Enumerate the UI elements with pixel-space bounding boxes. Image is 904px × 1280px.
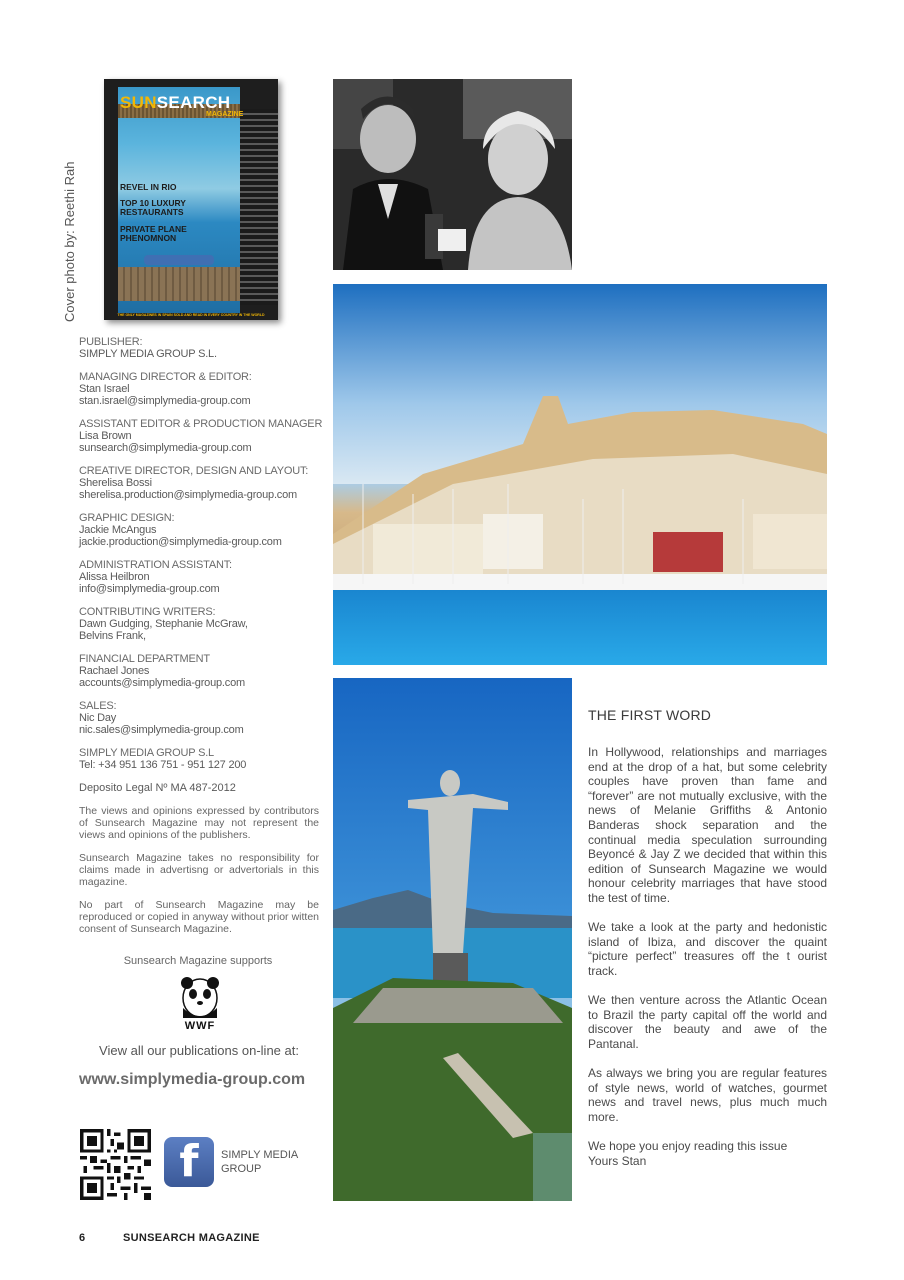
wwf-label: WWF	[184, 1020, 216, 1032]
article-paragraph: We take a look at the party and hedonistic island of Ibiza, and discover the quaint “picture perfect” treasures off the t ourist track.	[588, 920, 827, 978]
credit-detail: Belvins Frank,	[79, 630, 146, 642]
credit-role: FINANCIAL DEPARTMENT	[79, 653, 210, 665]
christ-the-redeemer-photo	[333, 678, 572, 1201]
legal-notice: Sunsearch Magazine takes no responsibility for claims made in advertisng or advertorials in this magazine.	[79, 852, 319, 888]
credit-role: SIMPLY MEDIA GROUP S.L	[79, 747, 214, 759]
credit-email[interactable]: stan.israel@simplymedia-group.com	[79, 395, 251, 407]
article-paragraph: In Hollywood, relationships and marriages end at the drop of a hat, but some celebrity couples have proven than fame and “forever” are not mutually exclusive, with the news of Melanie Griffiths & Antonio Banderas shock separation and the continual media speculation surrounding Beyoncé & Jay Z we decided that within this edition of Sunsearch Magazine we would honour celebrity marriages that have stood the test of time.	[588, 745, 827, 905]
credit-role: ASSISTANT EDITOR & PRODUCTION MANAGER	[79, 418, 323, 430]
cover-footer-text: THE ONLY MAGAZINES IN SPAIN SOLD AND READ IN EVERY COUNTRY IN THE WORLD	[117, 313, 265, 317]
credit-group	[79, 465, 319, 501]
credit-role: CREATIVE DIRECTOR, DESIGN AND LAYOUT:	[79, 465, 309, 477]
credit-role: ADMINISTRATION ASSISTANT:	[79, 559, 232, 571]
cover-subtitle: MAGAZINE	[206, 111, 244, 118]
credit-role: PUBLISHER:	[79, 336, 143, 348]
credit-phone: Tel: +34 951 136 751 - 951 127 200	[79, 759, 247, 771]
credit-group	[79, 653, 319, 689]
cover-headline: PRIVATE PLANE PHENOMNON	[120, 224, 187, 243]
credit-group	[79, 700, 319, 736]
cover-headline: REVEL IN RIO	[120, 182, 177, 192]
supports-text: Sunsearch Magazine supports	[123, 955, 273, 967]
website-link[interactable]: www.simplymedia-group.com	[79, 1071, 306, 1088]
credit-email[interactable]: accounts@simplymedia-group.com	[79, 677, 245, 689]
credit-group	[79, 606, 319, 642]
credit-email[interactable]: jackie.production@simplymedia-group.com	[79, 536, 282, 548]
legal-notice: No part of Sunsearch Magazine may be reproduced or copied in anyway without prior witten consent of Sunsearch Magazine.	[79, 899, 319, 935]
credit-role: GRAPHIC DESIGN:	[79, 512, 175, 524]
credit-detail: Alissa Heilbron	[79, 571, 150, 583]
credit-detail: Lisa Brown	[79, 430, 132, 442]
credit-group	[79, 747, 319, 771]
credit-detail: SIMPLY MEDIA GROUP S.L.	[79, 348, 217, 360]
facebook-icon[interactable]: f	[164, 1137, 214, 1187]
qr-code[interactable]	[80, 1129, 151, 1200]
credit-email[interactable]: info@simplymedia-group.com	[79, 583, 220, 595]
credit-email[interactable]: sunsearch@simplymedia-group.com	[79, 442, 252, 454]
credit-detail: Stan Israel	[79, 383, 130, 395]
view-publications-text: View all our publications on-line at:	[99, 1043, 299, 1058]
article-closing: We hope you enjoy reading this issue	[588, 1139, 788, 1154]
ibiza-harbour-photo	[333, 284, 827, 665]
credit-email[interactable]: nic.sales@simplymedia-group.com	[79, 724, 244, 736]
credit-role: CONTRIBUTING WRITERS:	[79, 606, 216, 618]
credit-detail: Jackie McAngus	[79, 524, 157, 536]
credit-detail: Nic Day	[79, 712, 117, 724]
credit-group	[79, 512, 319, 548]
cover-photo-credit: Cover photo by: Reethi Rah	[62, 161, 77, 322]
credit-group	[79, 371, 319, 407]
credit-email[interactable]: sherelisa.production@simplymedia-group.com	[79, 489, 297, 501]
celebrity-couple-photo	[333, 79, 572, 270]
credit-group	[79, 336, 319, 360]
cover-masthead: SUNSEARCH	[120, 93, 231, 112]
deposito-legal: Deposito Legal Nº MA 487-2012	[79, 782, 236, 794]
credit-role: MANAGING DIRECTOR & EDITOR:	[79, 371, 252, 383]
credit-detail: Dawn Gudging, Stephanie McGraw,	[79, 618, 248, 630]
article-body	[588, 745, 827, 1168]
credit-detail: Sherelisa Bossi	[79, 477, 152, 489]
credit-detail: Rachael Jones	[79, 665, 150, 677]
magazine-cover-image	[104, 79, 278, 320]
article-signature: Yours Stan	[588, 1153, 647, 1168]
magazine-name-footer: SUNSEARCH MAGAZINE	[123, 1232, 260, 1244]
credit-group	[79, 559, 319, 595]
facebook-page-label[interactable]: SIMPLY MEDIA GROUP	[221, 1149, 299, 1175]
article-title: THE FIRST WORD	[588, 707, 712, 723]
page-number: 6	[79, 1232, 86, 1244]
masthead-credits	[79, 336, 323, 946]
wwf-panda-logo	[178, 976, 222, 1034]
credit-group	[79, 418, 323, 454]
credit-role: SALES:	[79, 700, 117, 712]
cover-headline: TOP 10 LUXURY RESTAURANTS	[120, 198, 186, 217]
article-paragraph: As always we bring you are regular features of style news, world of watches, gourmet news and travel news, plus much much more.	[588, 1066, 827, 1124]
legal-notice: The views and opinions expressed by contributors of Sunsearch Magazine may not represent the views and opinions of the publishers.	[79, 805, 319, 841]
article-paragraph: We then venture across the Atlantic Ocean to Brazil the party capital off the world and discover the beauty and awe of the Pantanal.	[588, 993, 827, 1051]
